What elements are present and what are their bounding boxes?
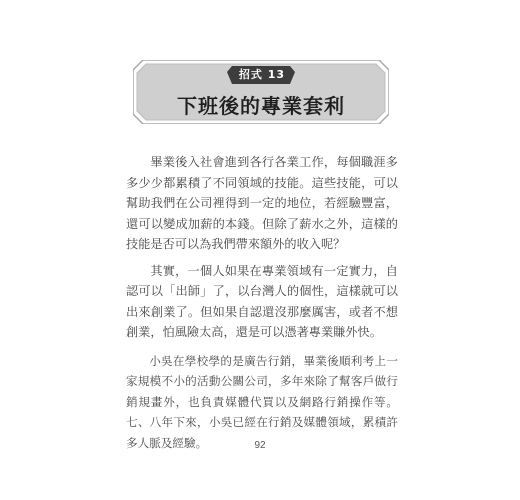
paragraph: 畢業後入社會進到各行各業工作，每個職涯多多少少都累積了不同領域的技能。這些技能，可以幫助我們在公司裡得到一定的地位，若經驗豐富，還可以變成加薪的本錢。但除了薪水之外，這樣的技能是否可以為我們帶來額外的收入呢？ (126, 155, 398, 251)
story-paragraph: 小吳在學校學的是廣告行銷，畢業後順利考上一家規模不小的活動公關公司，多年來除了幫客戶做行銷規畫外，也負責媒體代買以及網路行銷操作等。七、八年下來，小吳已經在行銷及媒體領域，累積許多人脈及經驗。 (126, 353, 398, 450)
chapter-badge: 招式 13 (238, 68, 286, 81)
paragraph: 其實，一個人如果在專業領域有一定實力，自認可以「出師」了，以台灣人的個性，這樣就可以出來創業了。但如果自認還沒那麼厲害，或者不想創業，怕風險太高，還是可以憑著專業賺外快。 (126, 263, 398, 339)
chapter-title: 下班後的專業套利 (177, 94, 345, 118)
body-text (126, 152, 398, 459)
page-number: 92 (254, 440, 266, 451)
